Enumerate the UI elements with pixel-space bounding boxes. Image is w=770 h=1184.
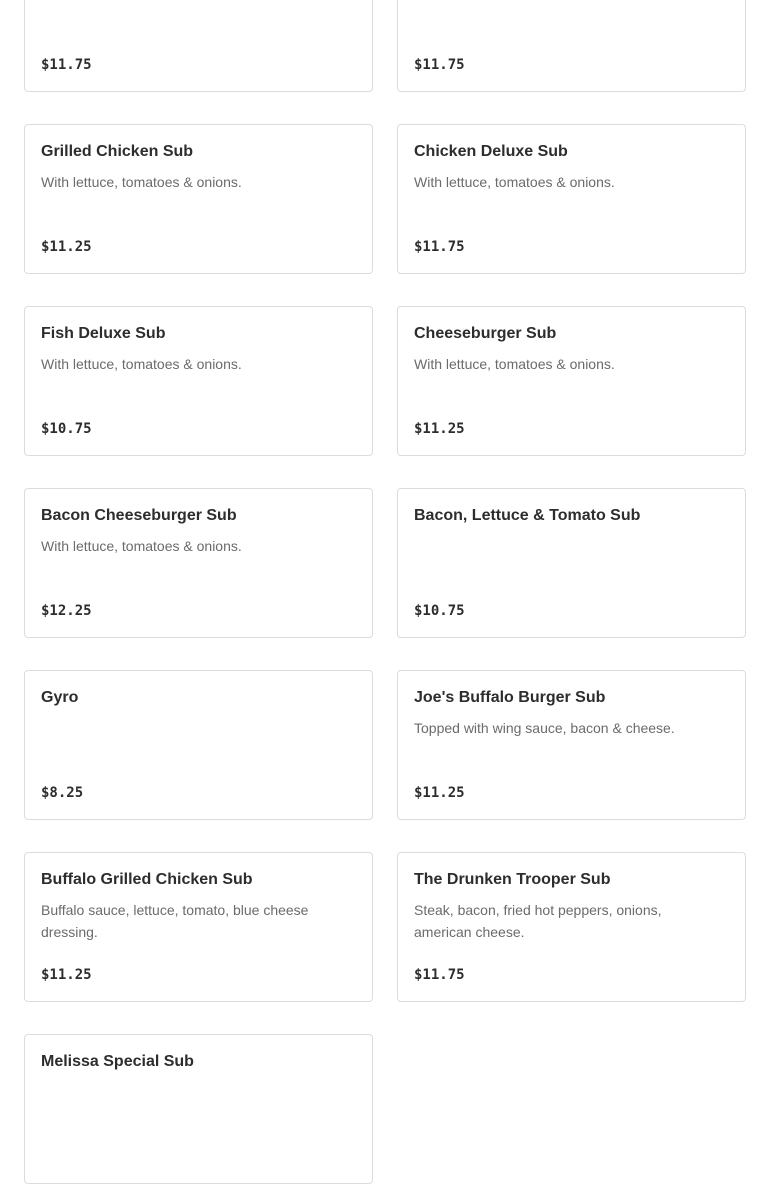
menu-item-name: Joe's Buffalo Burger Sub [414,689,606,706]
menu-item-price: $11.25 [41,967,92,983]
menu-item-price: $11.75 [414,57,465,73]
menu-item-price: $11.75 [41,57,92,73]
menu-item-name: Bacon, Lettuce & Tomato Sub [414,507,641,524]
menu-item-description: Buffalo sauce, lettuce, tomato, blue cheese dressing. [41,902,309,940]
menu-item-name: Gyro [41,689,79,706]
menu-item-card-joes-buffalo-burger-sub[interactable] [397,670,746,820]
menu-item-name: Melissa Special Sub [41,1053,194,1070]
menu-item-name: Grilled Chicken Sub [41,143,194,160]
menu-item-card-drunken-trooper-sub[interactable] [397,852,746,1002]
menu-item-price: $10.75 [41,421,92,437]
menu-item-name: Buffalo Grilled Chicken Sub [41,871,253,888]
menu-item-price: $8.25 [41,785,84,801]
menu-item-card-grilled-chicken-sub[interactable] [24,124,373,274]
menu-item-card-buffalo-grilled-chicken-sub[interactable] [24,852,373,1002]
menu-item-name: Fish Deluxe Sub [41,325,166,342]
menu-item-name: Chicken Deluxe Sub [414,143,568,160]
menu-item-price: $11.25 [41,239,92,255]
menu-item-name: The Drunken Trooper Sub [414,871,611,888]
menu-item-description: With lettuce, tomatoes & onions. [414,356,615,372]
menu-item-card-fish-deluxe-sub[interactable] [24,306,373,456]
menu-item-card-bacon-cheeseburger-sub[interactable] [24,488,373,638]
menu-item-grid [24,0,746,1184]
menu-item-card-gyro[interactable] [24,670,373,820]
menu-item-card-cheeseburger-sub[interactable] [397,306,746,456]
menu-item-description: With lettuce, tomatoes & onions. [41,174,242,190]
menu-item-description: Steak, bacon, fried hot peppers, onions, american cheese. [414,902,662,940]
menu-item-card-melissa-special-sub[interactable] [24,1034,373,1184]
menu-item-description: Topped with wing sauce, bacon & cheese. [414,720,675,736]
menu-item-price: $11.75 [414,967,465,983]
menu-item-description: With lettuce, tomatoes & onions. [414,174,615,190]
menu-item-card[interactable] [397,0,746,92]
menu-item-price: $11.25 [414,421,465,437]
menu-item-price: $12.25 [41,603,92,619]
menu-item-name: Cheeseburger Sub [414,325,557,342]
menu-item-card[interactable] [24,0,373,92]
menu-item-card-chicken-deluxe-sub[interactable] [397,124,746,274]
menu-item-price: $10.75 [414,603,465,619]
menu-item-description: With lettuce, tomatoes & onions. [41,356,242,372]
menu-item-price: $11.25 [414,785,465,801]
menu-item-price: $11.75 [414,239,465,255]
menu-item-card-blt-sub[interactable] [397,488,746,638]
menu-item-name: Bacon Cheeseburger Sub [41,507,237,524]
menu-item-description: With lettuce, tomatoes & onions. [41,538,242,554]
